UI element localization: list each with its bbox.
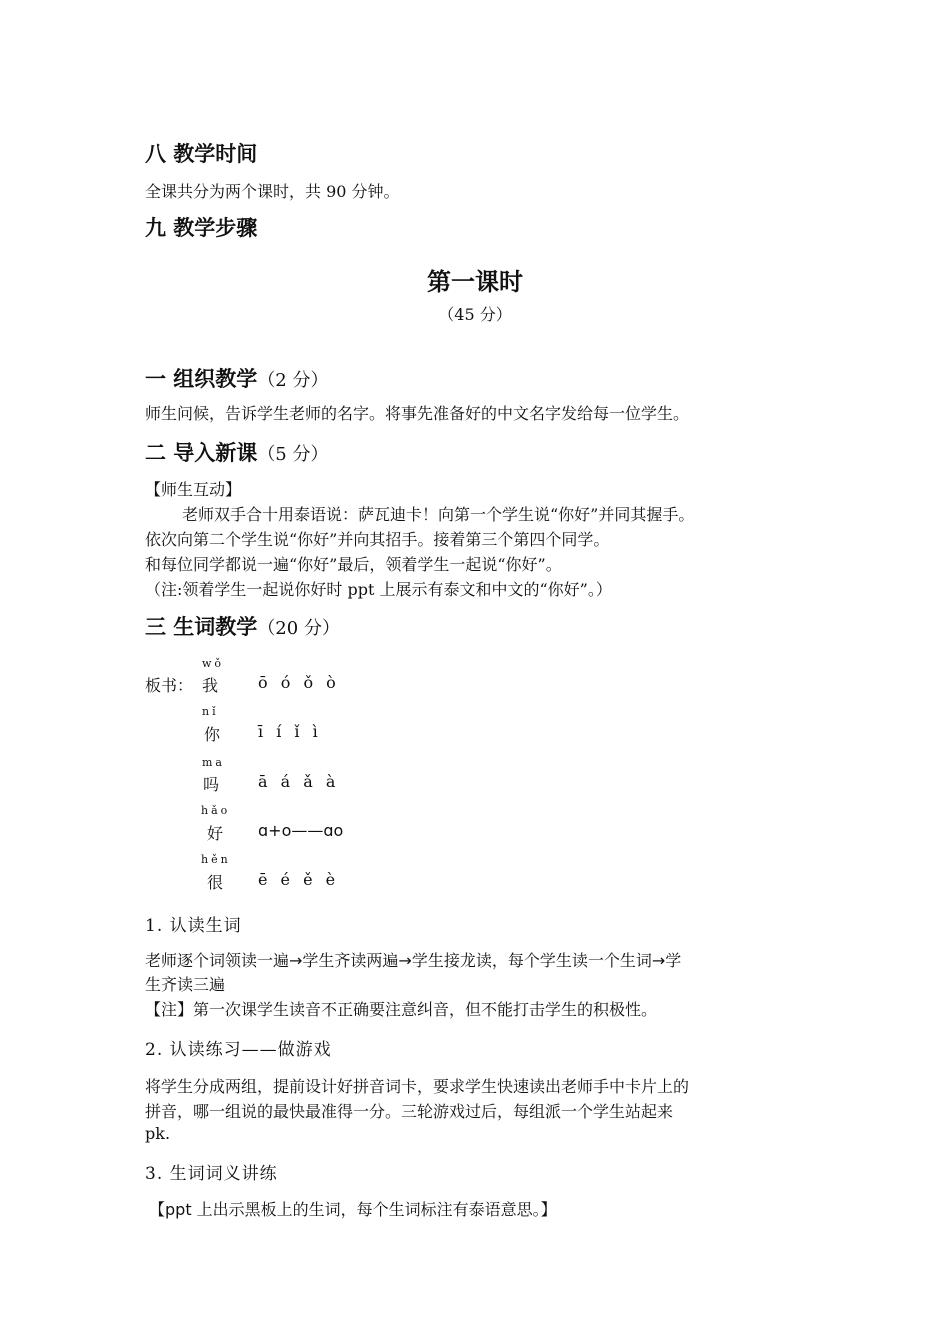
board-pinyin: nǐ: [202, 705, 219, 718]
step1-note: 【注】第一次课学生读音不正确要注意纠音，但不能打击学生的积极性。: [145, 1000, 658, 1019]
part3-heading: [145, 611, 340, 641]
lesson1-duration: （45 分）: [438, 305, 512, 324]
board-pinyin: hěn: [201, 853, 231, 866]
part1-title: 一 组织教学: [145, 367, 258, 391]
step2-line: 将学生分成两组，提前设计好拼音词卡，要求学生快速读出老师手中卡片上的: [145, 1077, 690, 1096]
step2-title: 2. 认读练习——做游戏: [145, 1040, 332, 1060]
section9-title: 九 教学步骤: [145, 216, 258, 240]
lesson1-title: 第一课时: [427, 268, 523, 296]
step2-line: pk.: [145, 1124, 171, 1143]
step3-note: 【ppt 上出示黑板上的生词，每个生词标注有泰语意思。】: [149, 1200, 557, 1219]
part3-duration: （20 分）: [257, 618, 340, 639]
part2-tag: 【师生互动】: [145, 480, 242, 499]
step1-line1-a: 老师逐个词领读一遍: [145, 951, 290, 970]
part2-line: 和每位同学都说一遍“你好”最后，领着学生一起说“你好”。: [145, 555, 562, 574]
part1-body: 师生问候，告诉学生老师的名字。将事先准备好的中文名字发给每一位学生。: [145, 404, 690, 423]
step1-line1-b: →学生齐读两遍→学生接龙读，每个学生读一个生词→学: [289, 951, 682, 970]
step1-line2: 生齐读三遍: [145, 975, 226, 994]
board-tones: ī í ǐ ì: [258, 722, 322, 741]
board-tones: ē é ě è: [258, 870, 340, 889]
step2-line: 拼音，哪一组说的最快最准得一分。三轮游戏过后，每组派一个学生站起来: [145, 1102, 674, 1121]
part1-duration: （2 分）: [257, 370, 329, 391]
step3-title: 3. 生词词义讲练: [145, 1164, 278, 1184]
part2-line: 依次向第二个学生说“你好”并向其招手。接着第三个第四个同学。: [145, 530, 610, 549]
part2-note: （注:领着学生一起说你好时 ppt 上展示有泰文和中文的“你好”。）: [145, 580, 612, 599]
step1-title: 1. 认读生词: [145, 916, 242, 936]
board-tones: ā á ǎ à: [258, 772, 340, 791]
board-pinyin: wǒ: [202, 657, 225, 670]
section8-title: 八 教学时间: [145, 142, 258, 166]
board-char: 我: [202, 676, 219, 695]
part2-duration: （5 分）: [257, 444, 329, 465]
board-char: 好: [207, 824, 224, 843]
board-char: 你: [204, 725, 221, 744]
board-pinyin: ma: [202, 756, 225, 769]
board-label: 板书：: [145, 676, 194, 695]
board-char: 吗: [203, 775, 220, 794]
part2-title: 二 导入新课: [145, 441, 258, 465]
section8-body: 全课共分为两个课时，共 90 分钟。: [145, 182, 400, 201]
board-char: 很: [207, 873, 224, 892]
part3-title: 三 生词教学: [145, 615, 258, 639]
board-tones: ɑ+o——ɑo: [258, 821, 344, 840]
board-tones: ō ó ǒ ò: [258, 673, 340, 692]
part2-line: 老师双手合十用泰语说：萨瓦迪卡！向第一个学生说“你好”并同其握手。: [182, 505, 695, 524]
part2-heading: [145, 437, 329, 467]
board-pinyin: hǎo: [201, 804, 231, 817]
step1-line1: [145, 948, 681, 971]
part1-heading: [145, 363, 329, 393]
